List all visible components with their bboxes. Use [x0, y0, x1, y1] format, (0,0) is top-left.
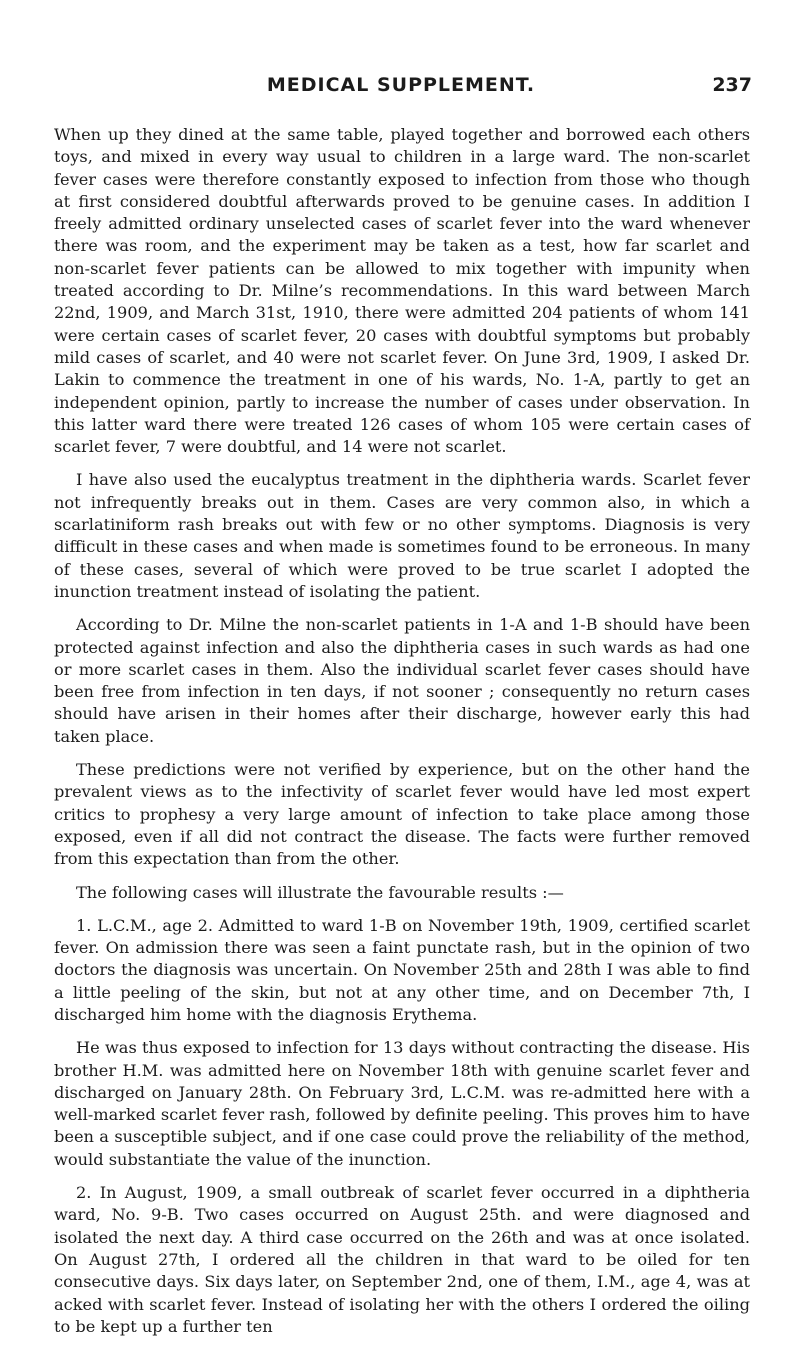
- paragraph: These predictions were not verified by experience, but on the other hand the prevalent views as to the infectivity of scarlet fever would have led most expert critics to prophesy a very large amount of infection to take place among those exposed, even if all did not contract the disease. The facts were further removed from this expectation than from the other.: [54, 760, 750, 869]
- paragraph: When up they dined at the same table, played together and borrowed each others toys, and mixed in every way usual to children in a large ward. The non-scarlet fever cases were therefore constantly exposed to infection from those who though at first considered doubtful afterwards proved to be genuine cases. In addition I freely admitted ordinary unselected cases of scarlet fever into the ward whenever there was room, and the experiment may be taken as a test, how far scarlet and non-scarlet fever patients can be allowed to mix together with impunity when treated according to Dr. Milne’s recommendations. In this ward between March 22nd, 1909, and March 31st, 1910, there were admitted 204 patients of whom 141 were certain cases of scarlet fever, 20 cases with doubtful symptoms but probably mild cases of scarlet, and 40 were not scarlet fever. On June 3rd, 1909, I asked Dr. Lakin to commence the treatment in one of his wards, No. 1-A, partly to get an independent opinion, partly to increase the number of cases under observation. In this latter ward there were treated 126 cases of whom 105 were certain cases of scarlet fever, 7 were doubtful, and 14 were not scarlet.: [54, 125, 750, 457]
- paragraph: I have also used the eucalyptus treatment in the diphtheria wards. Scarlet fever not infrequently breaks out in them. Cases are very common also, in which a scarlatiniform rash breaks out with few or no other symptoms. Diagnosis is very difficult in these cases and when made is sometimes found to be erroneous. In many of these cases, several of which were proved to be true scarlet I adopted the inunction treatment instead of isolating the patient.: [54, 470, 750, 601]
- paragraph: He was thus exposed to infection for 13 days without contracting the disease. His brother H.M. was admitted here on November 18th with genuine scarlet fever and discharged on January 28th. On February 3rd, L.C.M. was re-admitted here with a well-marked scarlet fever rash, followed by definite peeling. This proves him to have been a susceptible subject, and if one case could prove the reliability of the method, would substantiate the value of the inunction.: [54, 1038, 750, 1169]
- page-header: [50, 74, 752, 104]
- page-number: 237: [712, 74, 752, 96]
- running-head: MEDICAL SUPPLEMENT.: [266, 74, 536, 96]
- paragraph: The following cases will illustrate the favourable results :—: [76, 882, 564, 902]
- body-text: [54, 124, 750, 1349]
- case-paragraph: 2. In August, 1909, a small outbreak of scarlet fever occurred in a diphtheria ward, No. 9-B. Two cases occurred on August 25th. and were diagnosed and isolated the next day. A third case occurred on the 26th and was at once isolated. On August 27th, I ordered all the children in that ward to be oiled for ten consecutive days. Six days later, on September 2nd, one of them, I.M., age 4, was at acked with scarlet fever. Instead of isolating her with the others I ordered the oiling to be kept up a further ten: [54, 1183, 750, 1336]
- paragraph: According to Dr. Milne the non-scarlet patients in 1-A and 1-B should have been protected against infection and also the diphtheria cases in such wards as had one or more scarlet cases in them. Also the individual scarlet fever cases should have been free from infection in ten days, if not sooner ; consequently no return cases should have arisen in their homes after their discharge, however early this had taken place.: [54, 615, 750, 746]
- case-paragraph: 1. L.C.M., age 2. Admitted to ward 1-B on November 19th, 1909, certified scarlet fever. On admission there was seen a faint punctate rash, but in the opinion of two doctors the diagnosis was uncertain. On November 25th and 28th I was able to find a little peeling of the skin, but not at any other time, and on December 7th, I discharged him home with the diagnosis Erythema.: [54, 915, 750, 1024]
